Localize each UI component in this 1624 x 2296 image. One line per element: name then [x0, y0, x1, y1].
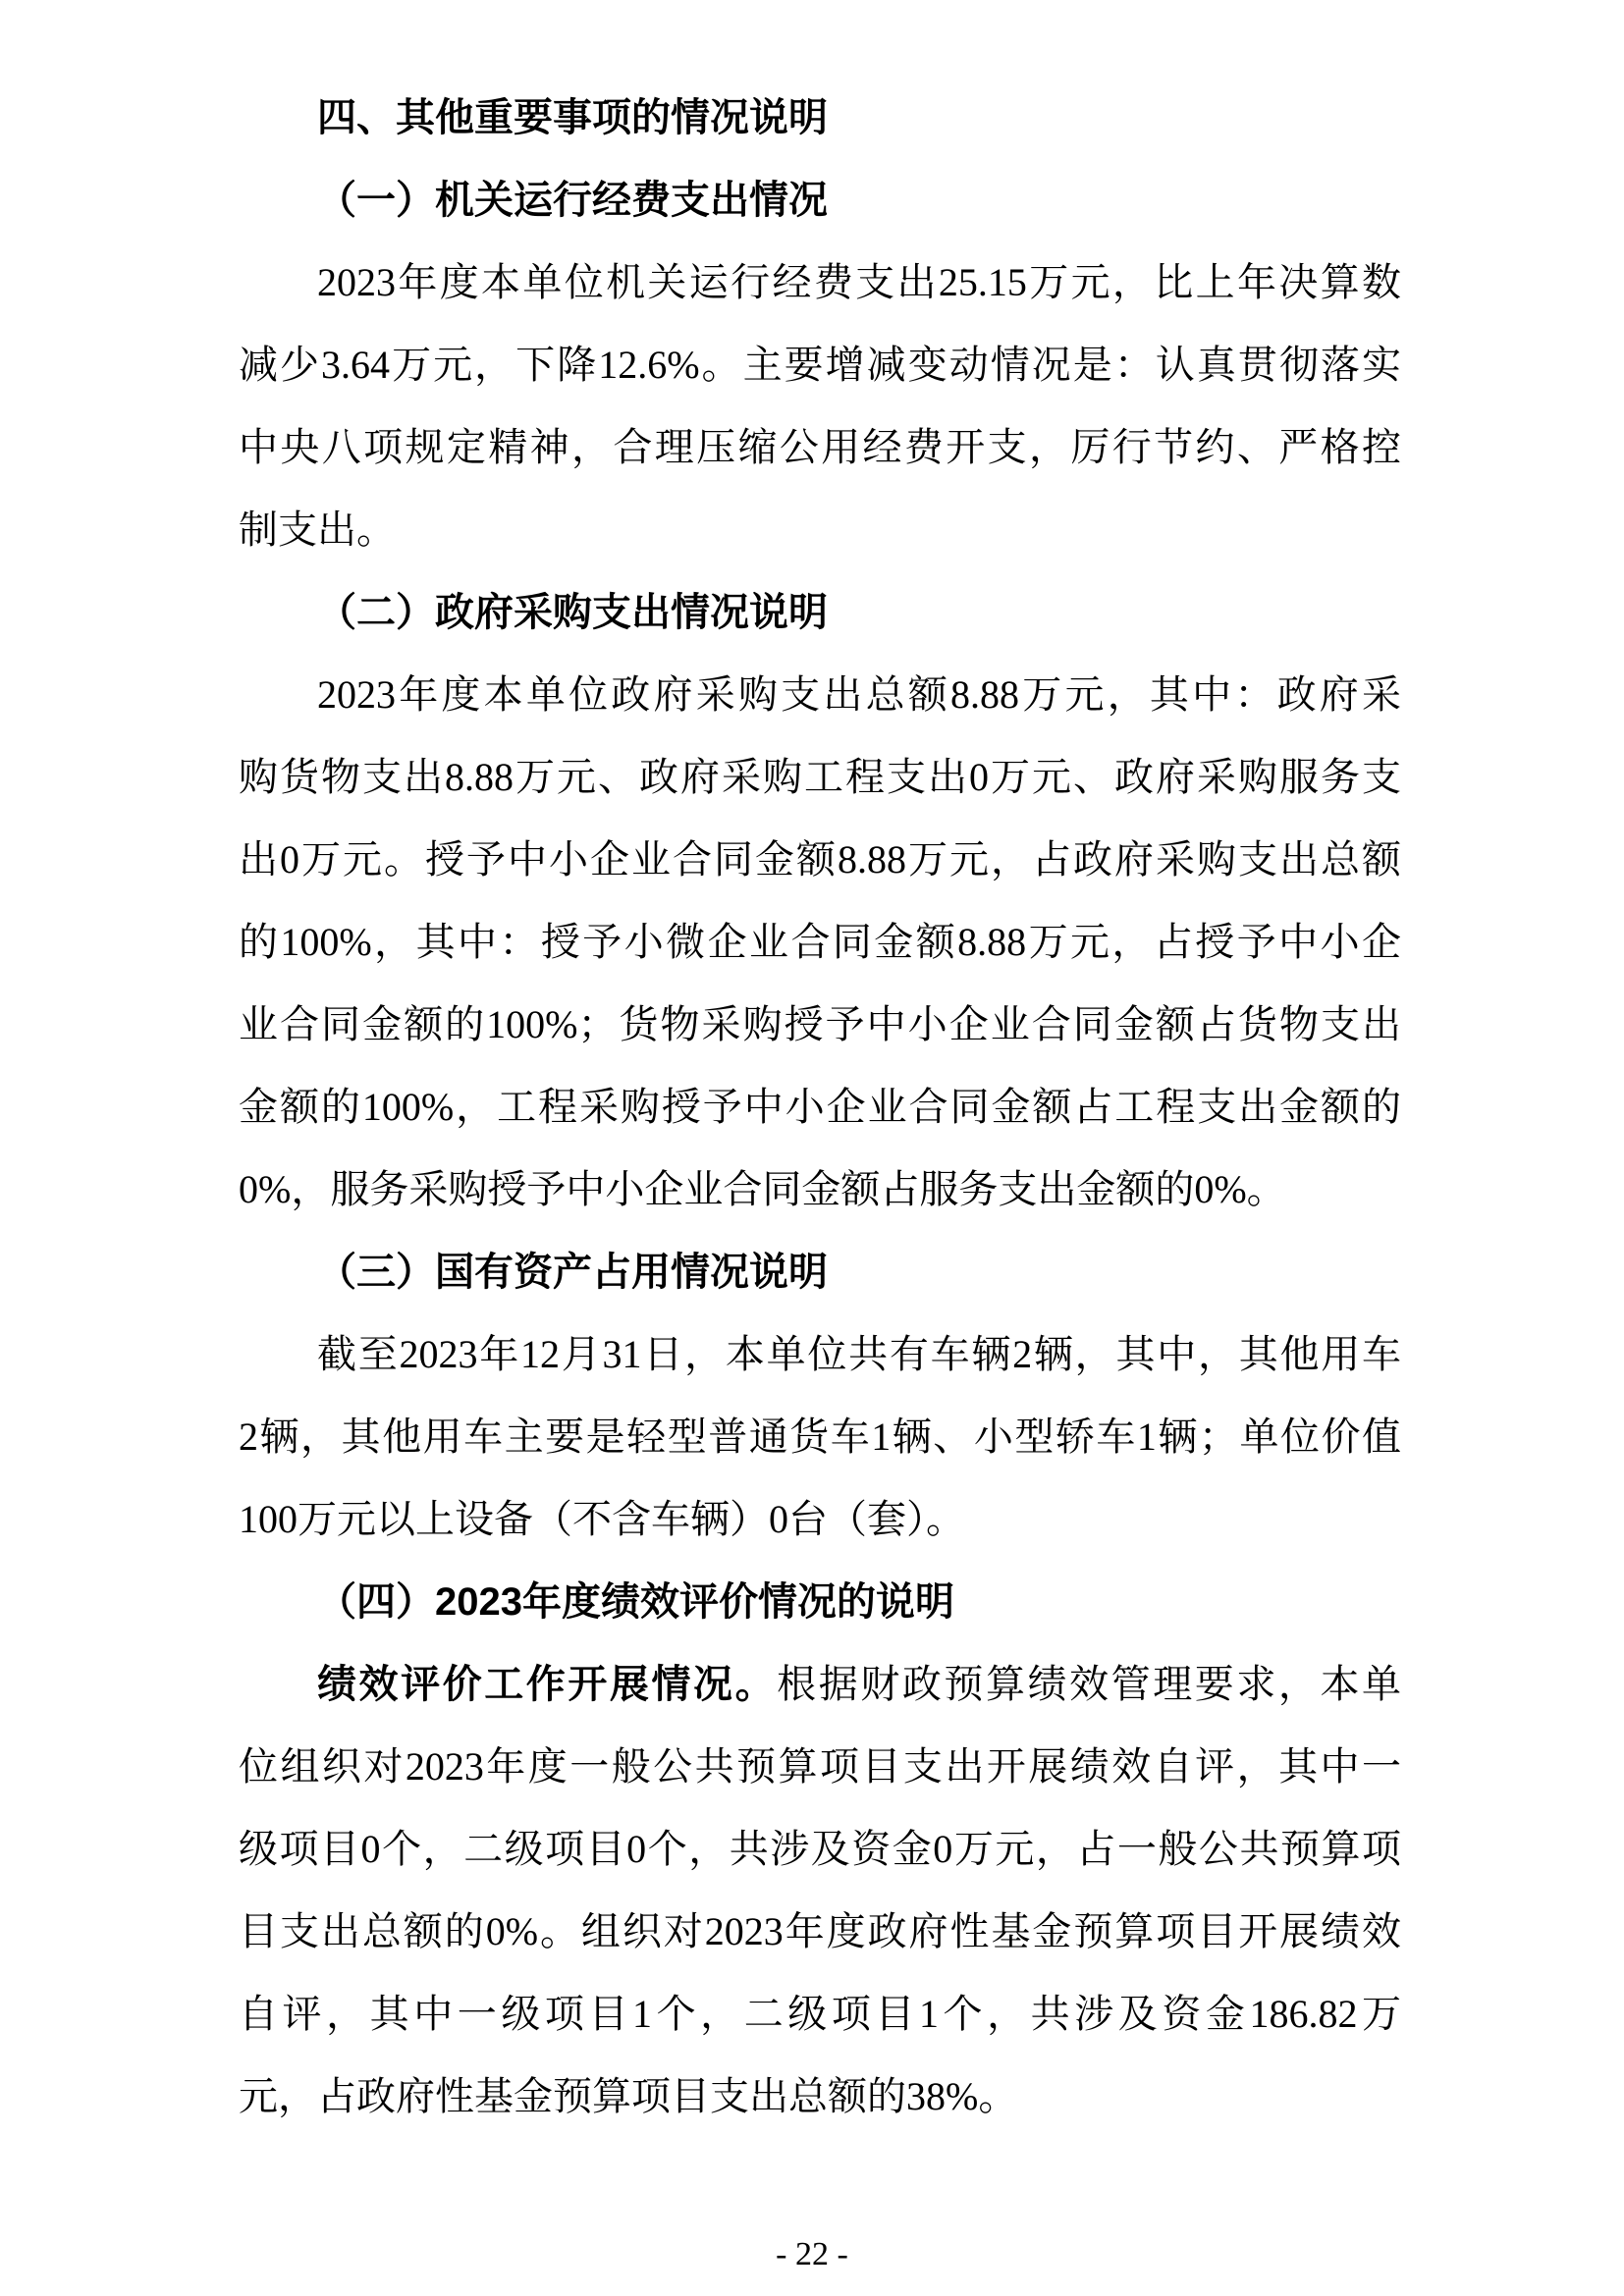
bold-lead-text: 绩效评价工作开展情况。	[317, 1663, 778, 1706]
paragraph-line: 中央八项规定精神，合理压缩公用经费开支，厉行节约、严格控	[239, 425, 1401, 469]
paragraph-line: 元，占政府性基金预算项目支出总额的38%。	[239, 2074, 1018, 2118]
subsection-heading-1: （一）机关运行经费支出情况	[317, 179, 828, 222]
paragraph-line: 目支出总额的0%。组织对2023年度政府性基金预算项目开展绩效	[239, 1909, 1401, 1953]
paragraph-line: 2023年度本单位机关运行经费支出25.15万元，比上年决算数	[317, 260, 1401, 304]
section-title: 四、其他重要事项的情况说明	[317, 96, 828, 139]
paragraph-line: 业合同金额的100%；货物采购授予中小企业合同金额占货物支出	[239, 1002, 1401, 1046]
paragraph-line: 100万元以上设备（不含车辆）0台（套）。	[239, 1497, 965, 1541]
paragraph-line: 级项目0个，二级项目0个，共涉及资金0万元，占一般公共预算项	[239, 1827, 1401, 1871]
paragraph-line: 0%，服务采购授予中小企业合同金额占服务支出金额的0%。	[239, 1167, 1286, 1211]
paragraph-line: 金额的100%，工程采购授予中小企业合同金额占工程支出金额的	[239, 1085, 1401, 1129]
paragraph-line: 2023年度本单位政府采购支出总额8.88万元，其中：政府采	[317, 672, 1401, 717]
page-number: - 22 -	[776, 2236, 848, 2272]
document-body	[239, 77, 1401, 2138]
subsection-heading-2: （二）政府采购支出情况说明	[317, 591, 828, 634]
lead-line-rest: 根据财政预算绩效管理要求，本单	[777, 1662, 1401, 1706]
paragraph-line	[239, 1643, 1401, 1726]
paragraph-line: 减少3.64万元，下降12.6%。主要增减变动情况是：认真贯彻落实	[239, 343, 1401, 387]
paragraph-line: 制支出。	[239, 507, 396, 552]
subsection-heading-3: （三）国有资产占用情况说明	[317, 1251, 828, 1294]
subsection-heading-4: （四）2023年度绩效评价情况的说明	[317, 1580, 954, 1624]
paragraph-line: 的100%，其中：授予小微企业合同金额8.88万元，占授予中小企	[239, 920, 1401, 964]
paragraph-line: 2辆，其他用车主要是轻型普通货车1辆、小型轿车1辆；单位价值	[239, 1415, 1401, 1459]
paragraph-line: 截至2023年12月31日，本单位共有车辆2辆，其中，其他用车	[317, 1332, 1401, 1376]
paragraph-line: 出0万元。授予中小企业合同金额8.88万元，占政府采购支出总额	[239, 837, 1401, 881]
paragraph-line: 购货物支出8.88万元、政府采购工程支出0万元、政府采购服务支	[239, 755, 1401, 799]
paragraph-line: 自评，其中一级项目1个，二级项目1个，共涉及资金186.82万	[239, 1992, 1401, 2036]
paragraph-line: 位组织对2023年度一般公共预算项目支出开展绩效自评，其中一	[239, 1744, 1401, 1789]
